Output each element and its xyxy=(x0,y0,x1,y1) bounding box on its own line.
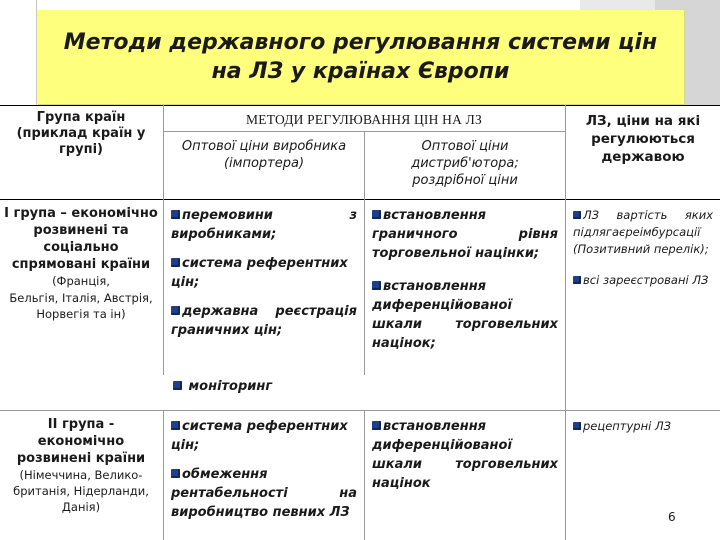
row2-producer-cell xyxy=(171,417,357,522)
bullet-icon xyxy=(171,210,180,219)
row1-producer-cell xyxy=(171,206,357,340)
bullet-icon xyxy=(171,258,180,267)
col-divider-3b xyxy=(565,410,566,540)
row1-retail-cell xyxy=(372,206,558,353)
bullet-icon xyxy=(372,281,381,290)
bullet-icon xyxy=(372,421,381,430)
list-item: перемовини з виробниками; xyxy=(171,208,357,242)
row1-group-countries-inline: (Франція, xyxy=(52,274,110,288)
bullet-icon xyxy=(171,469,180,478)
list-item: встановлення диференційованої шкали торговельних націнок xyxy=(372,419,558,491)
list-item: встановлення граничного рівня торговельної націнки; xyxy=(372,208,558,261)
list-item: система референтних цін; xyxy=(171,256,348,290)
bullet-icon xyxy=(573,276,581,284)
bullet-icon xyxy=(173,381,182,390)
header-regulated: ЛЗ, ціни на які регулюються державою xyxy=(585,113,701,165)
col-divider-3a xyxy=(565,105,566,410)
header-group: Група країн (приклад країн у групі) xyxy=(16,110,146,157)
bullet-icon xyxy=(573,211,581,219)
subheader-retail: Оптової ціни дистриб'ютора; роздрібної ціни xyxy=(411,139,519,188)
row2-regulated-cell xyxy=(573,418,713,435)
monitoring-item: моніторинг xyxy=(173,377,473,396)
col-divider-1b xyxy=(163,410,164,540)
bullet-icon xyxy=(171,421,180,430)
bullet-icon xyxy=(171,306,180,315)
row1-group-cell xyxy=(4,205,158,322)
bullet-icon xyxy=(573,422,581,430)
list-item: обмеження рентабельності на виробництво певних ЛЗ xyxy=(171,467,357,520)
header-bottom-border xyxy=(0,199,720,200)
header-methods: МЕТОДИ РЕГУЛЮВАННЯ ЦІН НА ЛЗ xyxy=(246,112,482,127)
row-divider xyxy=(0,410,720,411)
slide-title: Методи державного регулювання системи цін на ЛЗ у країнах Європи xyxy=(63,30,658,84)
list-item: система референтних цін; xyxy=(171,419,348,453)
page-number: 6 xyxy=(668,510,676,524)
slide-title-box xyxy=(37,10,684,104)
row2-group-cell xyxy=(4,416,158,515)
subheader-producer: Оптової ціни виробника (імпортера) xyxy=(181,139,347,171)
list-item: державна реєстрація граничних цін; xyxy=(171,304,357,338)
list-item: встановлення диференційованої шкали торговельних націнок; xyxy=(372,279,558,351)
list-item: ЛЗ вартість яких підлягаєреімбурсації (Позитивний перелік); xyxy=(573,208,713,256)
row1-group-title: І група – економічно розвинені та соціально спрямовані країни (Франція, xyxy=(4,206,158,288)
row2-group-countries: (Німеччина, Велико-британія, Нідерланди, Данія) xyxy=(13,468,149,514)
row1-group-countries: Бельгія, Італія, Австрія, Норвегія та ін) xyxy=(9,291,153,321)
bullet-icon xyxy=(372,210,381,219)
table-top-border xyxy=(0,105,720,106)
col-divider-2a xyxy=(364,131,365,375)
list-item: рецептурні ЛЗ xyxy=(573,418,713,435)
row1-regulated-cell xyxy=(573,207,713,289)
row2-group-title: ІІ група - економічно розвинені країни xyxy=(16,417,146,466)
row2-retail-cell xyxy=(372,417,558,493)
col-divider-2b xyxy=(364,410,365,540)
col-divider-1a xyxy=(163,105,164,375)
list-item: всі зареєстровані ЛЗ xyxy=(573,272,713,289)
